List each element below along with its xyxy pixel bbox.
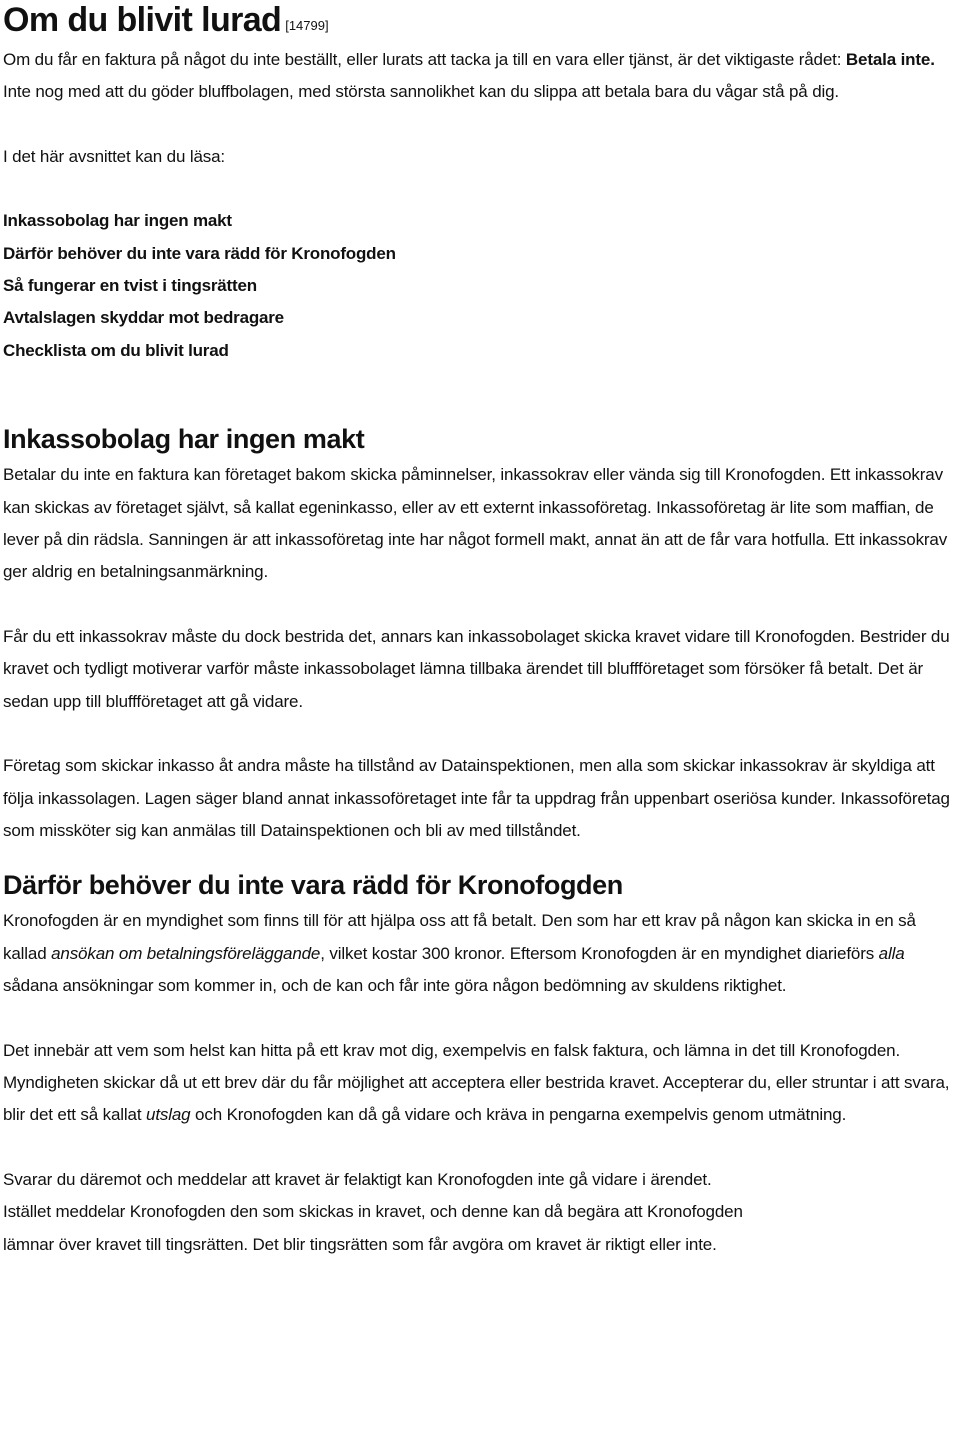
section1-paragraph-3: Företag som skickar inkasso åt andra måste ha tillstånd av Datainspektionen, men alla som skickar inkassokrav är skyldiga att följa inkassolagen. Lagen säger bland annat inkassoföretaget inte får ta uppdrag från uppenbart oseriösa kunder. Inkassoföretag som missköter sig kan anmälas till Datainspektionen och bli av med tillståndet. [3,756,950,840]
section-kronofogden [3,867,958,1261]
section-heading-kronofogden: Därför behöver du inte vara rädd för Kronofogden [3,870,623,901]
toc-item-kronofogden[interactable]: Därför behöver du inte vara rädd för Kronofogden [3,243,396,263]
section-heading-inkassobolag: Inkassobolag har ingen makt [3,424,365,455]
section2-p1-text-b: , vilket kostar 300 kronor. Eftersom Kronofogden är en myndighet diarieförs [320,943,879,963]
section1-paragraph-1: Betalar du inte en faktura kan företaget bakom skicka påminnelser, inkassokrav eller vända sig till Kronofogden. Ett inkassokrav kan skickas av företaget självt, så kallat egeninkasso, eller av ett externt inkassoföretag. Inkassoföretag är lite som maffian, de lever på din rädsla. Sanningen är att inkassoföretag inte har något formell makt, annat än att de får vara hotfulla. Ett inkassokrav ger aldrig en betalningsanmärkning. [3,465,948,582]
table-of-contents [3,205,958,367]
page-title [3,0,958,42]
article-id: [14799] [285,18,329,33]
toc-item-inkassobolag[interactable]: Inkassobolag har ingen makt [3,211,232,231]
section2-p1-text-c: sådana ansökningar som kommer in, och de kan och får inte göra någon bedömning av skuldens riktighet. [3,976,787,996]
section2-p2-italic-utslag: utslag [146,1105,191,1125]
section2-p3-line-2: Istället meddelar Kronofogden den som skickas in kravet, och denne kan då begära att Kronofogden [3,1202,743,1222]
intro-paragraph [3,44,958,109]
section1-paragraph-2: Får du ett inkassokrav måste du dock bestrida det, annars kan inkassobolaget skicka kravet vidare till Kronofogden. Bestrider du kravet och tydligt motiverar varför måste inkassobolaget lämna tillbaka ärendet till bluffföretaget som försöker få betalt. Det är sedan upp till bluffföretaget att gå vidare. [3,626,950,711]
toc-item-avtalslagen[interactable]: Avtalslagen skyddar mot bedragare [3,308,284,328]
intro-bold-advice: Betala inte. [845,50,935,69]
document-page [3,0,958,1261]
intro-text-before: Om du får en faktura på något du inte beställt, eller lurats att tacka ja till en vara eller tjänst, är det viktigaste rådet: [3,50,846,69]
section2-p3-line-3: lämnar över kravet till tingsrätten. Det blir tingsrätten som får avgöra om kravet är riktigt eller inte. [3,1234,717,1254]
intro-text-after: Inte nog med att du göder bluffbolagen, med största sannolikhet kan du slippa att betala bara du vågar stå på dig. [3,82,839,102]
section2-p1-italic-alla: alla [878,943,905,963]
toc-item-checklista[interactable]: Checklista om du blivit lurad [3,340,229,360]
section-inkassobolag [3,421,958,847]
section2-p1-text-a: Kronofogden är en myndighet som finns till för att hjälpa oss att få betalt. Den som har ett krav på någon kan skicka in en så kallad [3,911,916,963]
section2-paragraph-2 [3,1035,958,1132]
toc-intro: I det här avsnittet kan du läsa: [3,146,226,166]
section2-p1-italic-term: ansökan om betalningsföreläggande [51,943,321,963]
section2-paragraph-1 [3,905,958,1002]
toc-item-tingsratten[interactable]: Så fungerar en tvist i tingsrätten [3,276,257,296]
section2-p2-text-b: och Kronofogden kan då gå vidare och kräva in pengarna exempelvis genom utmätning. [190,1105,847,1125]
section2-p2-text-a: Det innebär att vem som helst kan hitta på ett krav mot dig, exempelvis en falsk faktura, och lämna in det till Kronofogden. Myndigheten skickar då ut ett brev där du får möjlighet att acceptera eller bestrida kravet. Accepterar du, eller struntar i att svara, blir det ett så kallat [3,1040,950,1125]
section2-p3-line-1: Svarar du däremot och meddelar att kravet är felaktigt kan Kronofogden inte gå vidare i ärendet. [3,1169,712,1189]
page-title-text: Om du blivit lurad [3,1,282,39]
section2-paragraph-3 [3,1164,958,1261]
